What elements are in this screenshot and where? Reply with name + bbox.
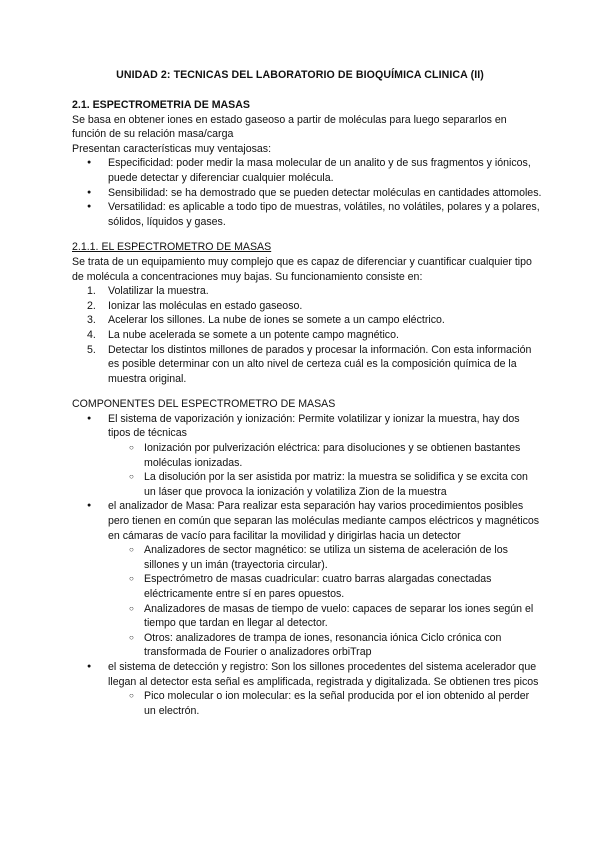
sub-list-item: ○ Analizadores de masas de tiempo de vuelo: capaces de separar los iones según el tiempo que tardan en llegar al detector. — [72, 602, 542, 631]
section-intro: Se basa en obtener iones en estado gaseoso a partir de moléculas para luego separarlos en función de su relación masa/carga — [72, 113, 507, 141]
list-item — [72, 328, 542, 343]
document-title: UNIDAD 2: TECNICAS DEL LABORATORIO DE BIOQUÍMICA CLINICA (II) — [116, 69, 484, 81]
list-item: ● Especificidad: poder medir la masa molecular de un analito y de sus fragmentos y iónicos, puede detectar y diferenciar cualquier molécula. — [72, 156, 542, 185]
document-body — [72, 98, 542, 718]
step-text: Volatilizar la muestra. — [108, 285, 209, 298]
sub-list-item: ○ Analizadores de sector magnético: se utiliza un sistema de aceleración de los sillones y un imán (trayectoria circular). — [72, 543, 542, 572]
step-text: La nube acelerada se somete a un potente campo magnético. — [108, 328, 399, 341]
sub-list — [108, 689, 542, 718]
components-list — [72, 412, 542, 718]
sub-list-item: ○ Otros: analizadores de trampa de iones, resonancia iónica Ciclo crónica con transformada de Fourier o analizadores orbiTrap — [72, 631, 542, 660]
sub-list-item: ○ La disolución por la ser asistida por matriz: la muestra se solidifica y se excita con un láser que provoca la ionización y volatiliza Zion de la muestra — [72, 470, 542, 499]
section-heading-espectrometria: 2.1. ESPECTROMETRIA DE MASAS — [72, 99, 250, 111]
list-item — [72, 284, 542, 299]
list-item — [72, 412, 542, 500]
list-item: ● Versatilidad: es aplicable a todo tipo de muestras, volátiles, no volátiles, polares y a polares, sólidos, líquidos y gases. — [72, 200, 542, 229]
list-item — [72, 343, 542, 387]
component-text: el analizador de Masa: Para realizar esta separación hay varios procedimientos posibles pero tienen en común que separan las moléculas mediante campos eléctricos y magnéticos en cámaras de vacío para facilitar la movilidad y dirigirlas hacia un detector — [108, 500, 540, 542]
step-number: 2. — [87, 299, 96, 312]
sub-list — [108, 441, 542, 499]
sub-list — [108, 543, 542, 660]
section-lead: Presentan características muy ventajosas: — [72, 142, 272, 155]
sub-list-item: ○ Espectrómetro de masas cuadricular: cuatro barras alargadas conectadas eléctricamente entre sí en pares opuestos. — [72, 572, 542, 601]
advantages-list — [72, 156, 542, 229]
section-heading-espectrometro: 2.1.1. EL ESPECTROMETRO DE MASAS — [72, 241, 272, 254]
list-item: ● Sensibilidad: se ha demostrado que se pueden detectar moléculas en cantidades attomoles. — [72, 186, 542, 201]
step-number: 5. — [87, 343, 96, 356]
component-text: el sistema de detección y registro: Son los sillones procedentes del sistema acelerador que llegan al detector esta señal es amplificada, registrada y digitalizada. Se obtienen tres picos — [108, 660, 539, 688]
step-number: 1. — [87, 285, 96, 298]
step-text: Ionizar las moléculas en estado gaseoso. — [108, 299, 303, 312]
step-text: Acelerar los sillones. La nube de iones se somete a un campo eléctrico. — [108, 314, 445, 327]
list-item — [72, 660, 542, 718]
component-text: El sistema de vaporización y ionización: Permite volatilizar y ionizar la muestra, hay dos tipos de técnicas — [108, 412, 520, 440]
section-intro: Se trata de un equipamiento muy complejo que es capaz de diferenciar y cuantificar cualquier tipo de molécula a concentraciones muy bajas. Su funcionamiento consiste en: — [72, 255, 532, 283]
list-item — [72, 313, 542, 328]
sub-list-item: ○ Pico molecular o ion molecular: es la señal producida por el ion obtenido al perder un electrón. — [72, 689, 542, 718]
sub-list-item: ○ Ionización por pulverización eléctrica: para disoluciones y se obtienen bastantes moléculas ionizadas. — [72, 441, 542, 470]
list-item — [72, 299, 542, 314]
section-heading-componentes: COMPONENTES DEL ESPECTROMETRO DE MASAS — [72, 398, 336, 411]
step-number: 4. — [87, 328, 96, 341]
list-item — [72, 499, 542, 660]
step-text: Detectar los distintos millones de parados y procesar la información. Con esta información es posible determinar con un alto nivel de certeza cuál es la composición química de la muestra original. — [108, 343, 532, 385]
step-number: 3. — [87, 314, 96, 327]
steps-list — [72, 284, 542, 386]
